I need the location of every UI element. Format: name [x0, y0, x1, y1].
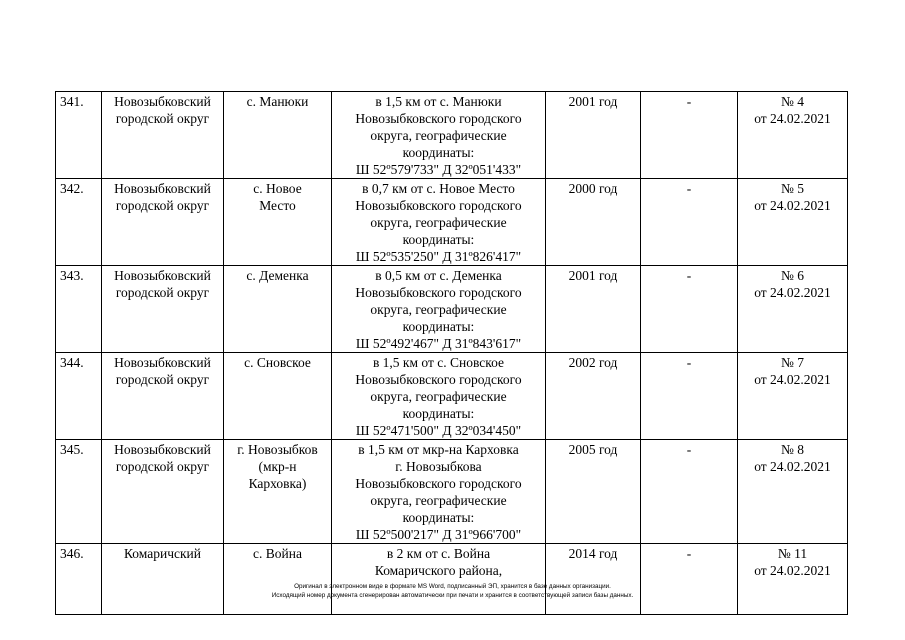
location-text: Новозыбковского городского [355, 198, 522, 213]
document-number-text: от 24.02.2021 [754, 198, 831, 213]
table-row [56, 353, 848, 440]
document-number-cell [738, 440, 848, 544]
location-cell [332, 266, 546, 353]
district-cell [102, 266, 224, 353]
district-text: городской округ [115, 372, 210, 387]
settlement-cell [224, 544, 332, 615]
settlement-text: Место [259, 198, 296, 213]
location-cell [332, 440, 546, 544]
district-text: городской округ [115, 111, 210, 126]
settlement-text: с. Деменка [246, 268, 309, 283]
empty-value-text: - [686, 268, 692, 283]
empty-value-cell [641, 179, 738, 266]
row-number-text: 341. [60, 94, 84, 109]
empty-value-cell [641, 440, 738, 544]
location-text: округа, географические [370, 302, 507, 317]
document-number-cell [738, 353, 848, 440]
document-number-text: № 4 [780, 94, 804, 109]
table-row [56, 266, 848, 353]
location-text: округа, географические [370, 389, 507, 404]
location-text: координаты: [402, 510, 475, 525]
document-number-cell [738, 92, 848, 179]
row-number-text: 344. [60, 355, 84, 370]
location-text: Комаричского района, [374, 563, 503, 578]
row-number-text: 345. [60, 442, 84, 457]
location-text: в 1,5 км от с. Сновское [372, 355, 505, 370]
year-cell [546, 266, 641, 353]
district-cell [102, 92, 224, 179]
footer-line-1: Оригинал в электронном виде в формате MS Word, подписанный ЭП, хранится в базе данных организации. [294, 583, 611, 590]
empty-value-text: - [686, 181, 692, 196]
year-text: 2001 год [568, 268, 618, 283]
location-text: г. Новозыбкова [395, 459, 482, 474]
location-cell [332, 544, 546, 615]
empty-value-text: - [686, 94, 692, 109]
year-cell [546, 544, 641, 615]
location-text: Новозыбковского городского [355, 476, 522, 491]
district-text: Комаричский [123, 546, 202, 561]
settlement-cell [224, 353, 332, 440]
location-text: Ш 52º579'733" Д 32º051'433" [355, 162, 522, 177]
location-text: в 0,5 км от с. Деменка [375, 268, 502, 283]
location-text: в 1,5 км от мкр-на Карховка [358, 442, 519, 457]
district-text: городской округ [115, 285, 210, 300]
settlement-text: (мкр-н [258, 459, 297, 474]
district-text: городской округ [115, 198, 210, 213]
location-text: в 2 км от с. Война [386, 546, 491, 561]
district-text: Новозыбковский [114, 442, 211, 457]
location-cell [332, 179, 546, 266]
settlement-text: г. Новозыбков [237, 442, 318, 457]
year-text: 2014 год [568, 546, 618, 561]
table-row [56, 179, 848, 266]
table-row [56, 440, 848, 544]
settlement-text: Карховка) [248, 476, 307, 491]
location-text: Новозыбковского городского [355, 372, 522, 387]
settlement-cell [224, 92, 332, 179]
register-table-body [56, 92, 848, 615]
year-text: 2002 год [568, 355, 618, 370]
empty-value-cell [641, 353, 738, 440]
row-number-cell [56, 544, 102, 615]
document-number-text: от 24.02.2021 [754, 459, 831, 474]
year-text: 2000 год [568, 181, 618, 196]
row-number-text: 342. [60, 181, 84, 196]
location-text: Ш 52º500'217" Д 31º966'700" [355, 527, 522, 542]
document-number-text: № 11 [777, 546, 808, 561]
location-cell [332, 353, 546, 440]
document-number-cell [738, 266, 848, 353]
district-cell [102, 544, 224, 615]
district-text: Новозыбковский [114, 355, 211, 370]
document-number-text: № 8 [780, 442, 804, 457]
settlement-text: с. Сновское [244, 355, 311, 370]
location-cell [332, 92, 546, 179]
location-text: округа, географические [370, 128, 507, 143]
row-number-cell [56, 266, 102, 353]
location-text: Ш 52º535'250" Д 31º826'417" [355, 249, 522, 264]
location-text: Ш 52º471'500" Д 32º034'450" [355, 423, 522, 438]
year-cell [546, 92, 641, 179]
location-text: округа, географические [370, 493, 507, 508]
year-cell [546, 179, 641, 266]
document-number-text: № 5 [780, 181, 804, 196]
empty-value-cell [641, 266, 738, 353]
year-text: 2005 год [568, 442, 618, 457]
document-number-cell [738, 179, 848, 266]
document-number-text: от 24.02.2021 [754, 372, 831, 387]
document-number-cell [738, 544, 848, 615]
year-cell [546, 353, 641, 440]
document-number-text: от 24.02.2021 [754, 563, 831, 578]
row-number-cell [56, 92, 102, 179]
district-cell [102, 353, 224, 440]
year-text: 2001 год [568, 94, 618, 109]
document-number-text: от 24.02.2021 [754, 285, 831, 300]
district-cell [102, 179, 224, 266]
document-number-text: от 24.02.2021 [754, 111, 831, 126]
row-number-text: 346. [60, 546, 84, 561]
settlement-text: с. Новое [253, 181, 302, 196]
settlement-cell [224, 266, 332, 353]
footer-line-2: Исходящий номер документа сгенерирован автоматически при печати и хранится в соответствующей записи базы данных. [271, 591, 634, 599]
empty-value-cell [641, 92, 738, 179]
location-text: Новозыбковского городского [355, 285, 522, 300]
district-text: городской округ [115, 459, 210, 474]
empty-value-text: - [686, 546, 692, 561]
settlement-text: с. Манюки [246, 94, 309, 109]
settlement-cell [224, 440, 332, 544]
location-text: в 0,7 км от с. Новое Место [362, 181, 515, 196]
district-text: Новозыбковский [114, 268, 211, 283]
row-number-cell [56, 179, 102, 266]
district-text: Новозыбковский [114, 94, 211, 109]
empty-value-text: - [686, 355, 692, 370]
location-text: координаты: [402, 145, 475, 160]
row-number-cell [56, 440, 102, 544]
document-footer [0, 583, 905, 600]
document-number-text: № 7 [780, 355, 804, 370]
row-number-cell [56, 353, 102, 440]
settlement-cell [224, 179, 332, 266]
location-text: округа, географические [370, 215, 507, 230]
empty-value-cell [641, 544, 738, 615]
location-text: координаты: [402, 232, 475, 247]
register-table [55, 91, 848, 615]
location-text: Ш 52º492'467" Д 31º843'617" [355, 336, 522, 351]
table-row [56, 92, 848, 179]
document-number-text: № 6 [780, 268, 804, 283]
year-cell [546, 440, 641, 544]
row-number-text: 343. [60, 268, 84, 283]
location-text: координаты: [402, 319, 475, 334]
location-text: Новозыбковского городского [355, 111, 522, 126]
table-row [56, 544, 848, 615]
district-text: Новозыбковский [114, 181, 211, 196]
settlement-text: с. Война [253, 546, 302, 561]
location-text: в 1,5 км от с. Манюки [375, 94, 502, 109]
empty-value-text: - [686, 442, 692, 457]
district-cell [102, 440, 224, 544]
location-text: координаты: [402, 406, 475, 421]
